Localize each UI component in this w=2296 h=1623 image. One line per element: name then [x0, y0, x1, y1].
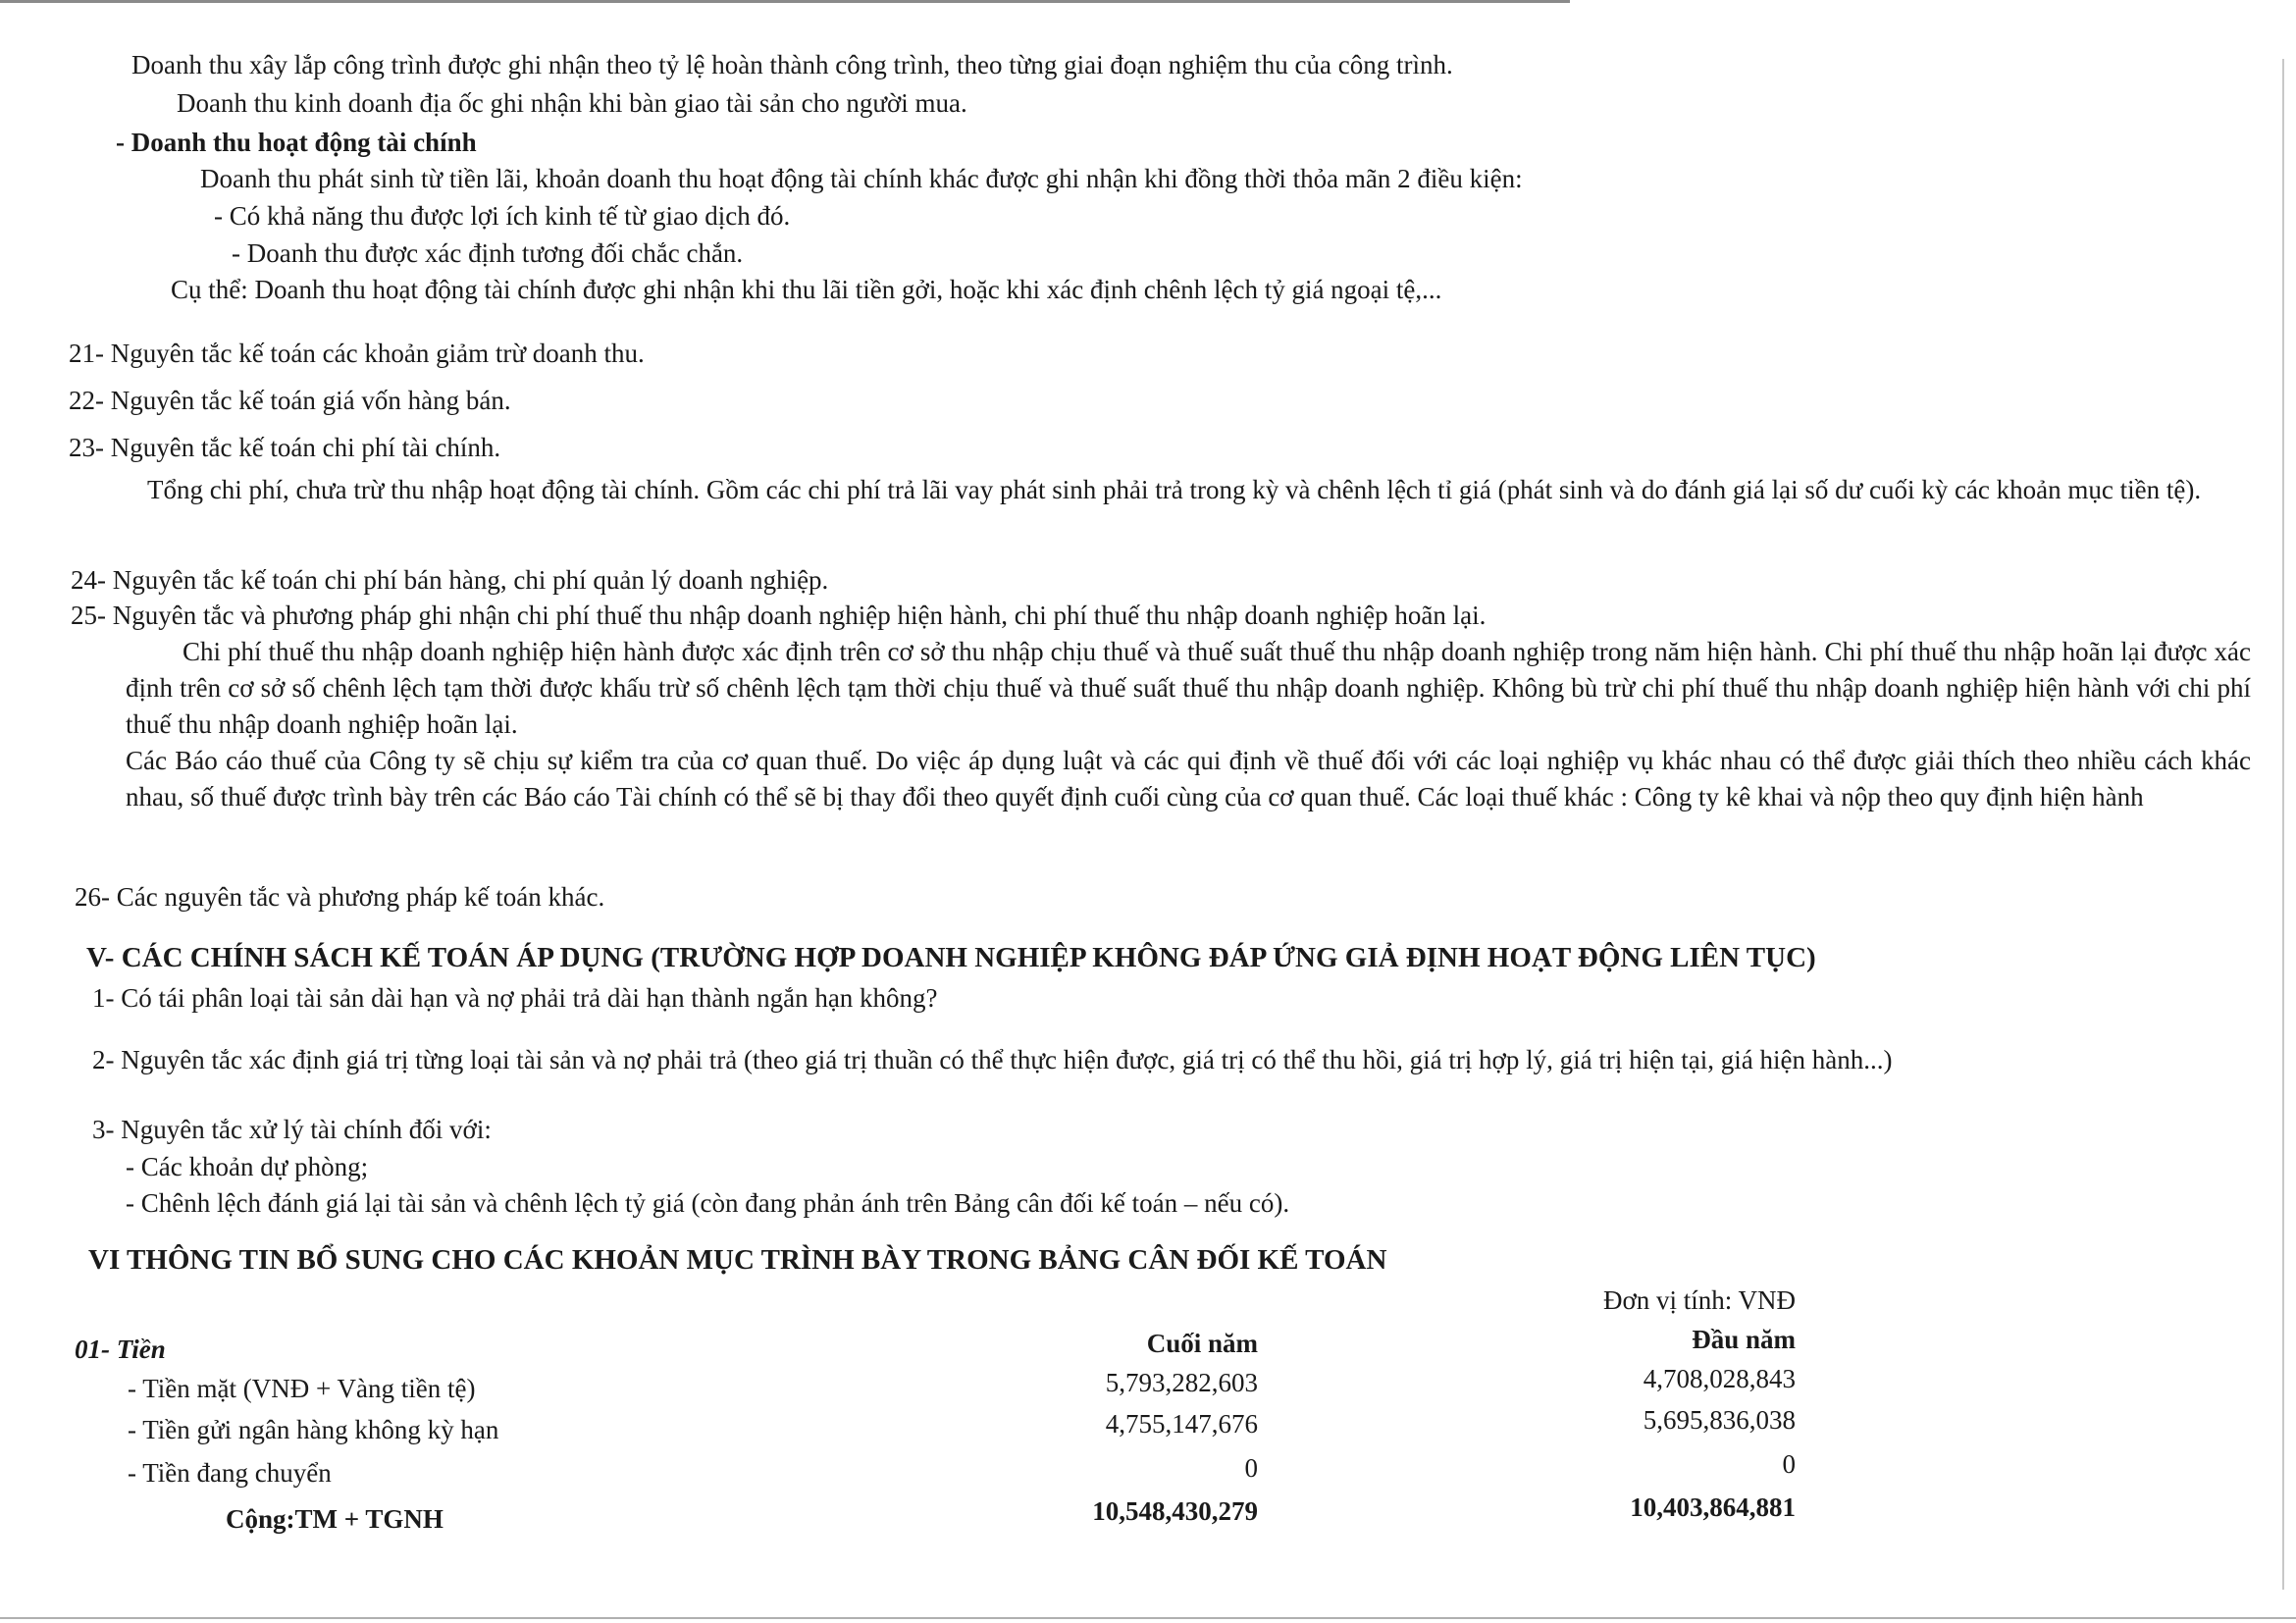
financial-revenue-intro: Doanh thu phát sinh từ tiền lãi, khoản doanh thu hoạt động tài chính khác được ghi nhận khi đồng thời thỏa mãn 2 điều kiện: [200, 164, 1523, 193]
item-24: 24- Nguyên tắc kế toán chi phí bán hàng, chi phí quản lý doanh nghiệp. [71, 565, 829, 595]
section-v-q1: 1- Có tái phân loại tài sản dài hạn và nợ phải trả dài hạn thành ngắn hạn không? [92, 983, 938, 1013]
row-cash-start: 4,708,028,843 [1643, 1364, 1796, 1393]
section-vi-heading: VI THÔNG TIN BỔ SUNG CHO CÁC KHOẢN MỤC TRÌNH BÀY TRONG BẢNG CÂN ĐỐI KẾ TOÁN [88, 1244, 1387, 1276]
section-v-q3-b: - Chênh lệch đánh giá lại tài sản và chênh lệch tỷ giá (còn đang phản ánh trên Bảng cân đối kế toán – nếu có). [126, 1188, 1290, 1218]
row-bank-end: 4,755,147,676 [1105, 1409, 1258, 1439]
unit-label: Đơn vị tính: VNĐ [1602, 1285, 1796, 1315]
total-start: 10,403,864,881 [1630, 1492, 1796, 1522]
section-v-q3: 3- Nguyên tắc xử lý tài chính đối với: [92, 1115, 492, 1144]
item-25-text-1: Chi phí thuế thu nhập doanh nghiệp hiện hành được xác định trên cơ sở thu nhập chịu thuế và thuế suất thuế thu nhập doanh nghiệp trong năm hiện hành. Chi phí thuế thu nhập hoãn lại được xác định trên cơ sở số chênh lệch tạm thời được khấu trừ số chênh lệch tạm thời chịu thuế và thuế suất thuế thu nhập doanh nghiệp. Không bù trừ chi phí thuế thu nhập doanh nghiệp hiện hành với chi phí thuế thu nhập doanh nghiệp hoãn lại. [126, 637, 2251, 739]
bottom-scan-border [0, 1617, 2296, 1619]
table-title: 01- Tiền [75, 1335, 166, 1364]
financial-revenue-heading: - Doanh thu hoạt động tài chính [116, 128, 477, 157]
section-v-q2: 2- Nguyên tắc xác định giá trị từng loại tài sản và nợ phải trả (theo giá trị thuần có thể thực hiện được, giá trị có thể thu hồi, giá trị hợp lý, giá trị hiện tại, giá hiện hành...) [92, 1045, 1893, 1074]
item-23-text: Tổng chi phí, chưa trừ thu nhập hoạt động tài chính. Gồm các chi phí trả lãi vay phát sinh phải trả trong kỳ và chênh lệch tỉ giá (phát sinh và do đánh giá lại số dư cuối kỳ các khoản mục tiền tệ). [147, 475, 2202, 504]
row-cash-label: - Tiền mặt (VNĐ + Vàng tiền tệ) [128, 1374, 476, 1403]
item-26: 26- Các nguyên tắc và phương pháp kế toán khác. [75, 882, 605, 912]
row-bank-start: 5,695,836,038 [1643, 1405, 1796, 1435]
item-25-text-2: Các Báo cáo thuế của Công ty sẽ chịu sự kiểm tra của cơ quan thuế. Do việc áp dụng luật và các qui định về thuế đối với các loại nghiệp vụ khác nhau có thể được giải thích theo nhiều cách khác nhau, số thuế được trình bày trên các Báo cáo Tài chính có thể sẽ bị thay đổi theo quyết định cuối cùng của cơ quan thuế. Các loại thuế khác : Công ty kê khai và nộp theo quy định hiện hành [126, 746, 2251, 812]
row-transit-start: 0 [1782, 1449, 1796, 1479]
total-end: 10,548,430,279 [1092, 1496, 1258, 1526]
financial-condition-2: - Doanh thu được xác định tương đối chắc chắn. [232, 238, 744, 268]
revenue-construction: Doanh thu xây lắp công trình được ghi nhận theo tỷ lệ hoàn thành công trình, theo từng giai đoạn nghiệm thu của công trình. [131, 50, 1453, 79]
item-23: 23- Nguyên tắc kế toán chi phí tài chính. [69, 433, 501, 462]
financial-condition-1: - Có khả năng thu được lợi ích kinh tế từ giao dịch đó. [214, 201, 791, 231]
item-22: 22- Nguyên tắc kế toán giá vốn hàng bán. [69, 386, 511, 415]
item-25: 25- Nguyên tắc và phương pháp ghi nhận chi phí thuế thu nhập doanh nghiệp hiện hành, chi phí thuế thu nhập doanh nghiệp hoãn lại. [71, 601, 1487, 630]
row-cash-end: 5,793,282,603 [1105, 1368, 1258, 1397]
revenue-real-estate: Doanh thu kinh doanh địa ốc ghi nhận khi bàn giao tài sản cho người mua. [177, 88, 967, 118]
row-transit-label: - Tiền đang chuyển [128, 1458, 332, 1488]
total-label: Cộng:TM + TGNH [226, 1504, 444, 1534]
section-v-q3-a: - Các khoản dự phòng; [126, 1152, 369, 1181]
col-header-end-of-year: Cuối năm [1146, 1329, 1258, 1358]
top-scan-border [0, 0, 1570, 3]
row-transit-end: 0 [1244, 1453, 1258, 1483]
row-bank-label: - Tiền gửi ngân hàng không kỳ hạn [128, 1415, 499, 1444]
col-header-start-of-year: Đầu năm [1692, 1325, 1796, 1354]
item-21: 21- Nguyên tắc kế toán các khoản giảm trừ doanh thu. [69, 339, 645, 368]
section-v-heading: V- CÁC CHÍNH SÁCH KẾ TOÁN ÁP DỤNG (TRƯỜNG HỢP DOANH NGHIỆP KHÔNG ĐÁP ỨNG GIẢ ĐỊNH HOẠT ĐỘNG LIÊN TỤC) [86, 942, 1816, 973]
right-scan-border [2282, 59, 2284, 1590]
financial-revenue-specific: Cụ thể: Doanh thu hoạt động tài chính được ghi nhận khi thu lãi tiền gởi, hoặc khi xác định chênh lệch tỷ giá ngoại tệ,... [171, 275, 1442, 304]
